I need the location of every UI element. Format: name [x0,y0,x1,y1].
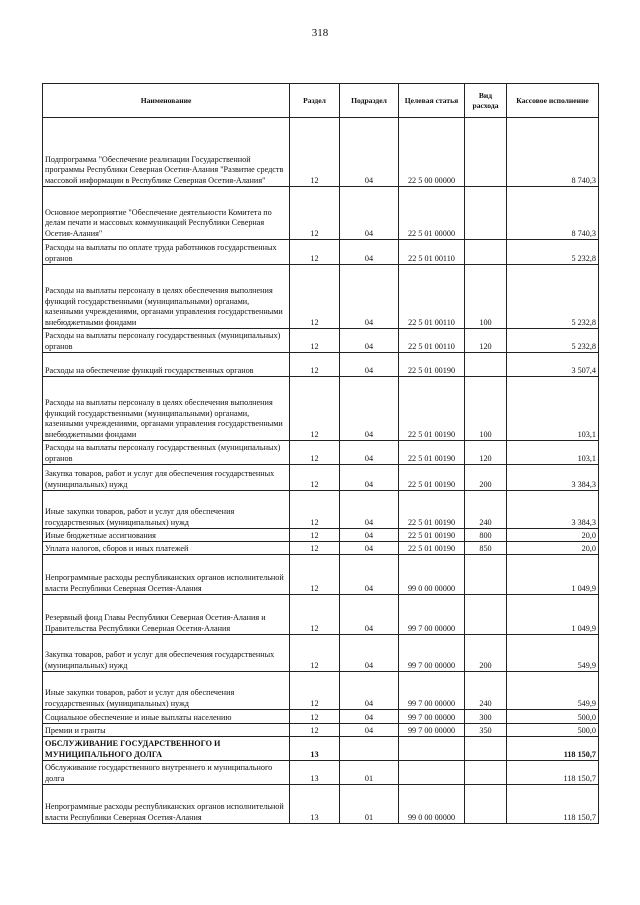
cell-amount: 8 740,3 [507,118,599,187]
cell-name: Премии и гранты [43,724,290,737]
cell-subsection: 04 [340,710,399,724]
table-row [43,187,599,240]
cell-subsection: 04 [340,329,399,353]
cell-kind: 200 [465,465,507,491]
table-row [43,595,599,635]
cell-target: 99 7 00 00000 [399,595,465,635]
cell-target: 22 5 01 00110 [399,329,465,353]
header-subsection: Подраздел [340,84,399,118]
budget-execution-table [42,83,599,824]
cell-amount: 20,0 [507,529,599,542]
cell-subsection: 04 [340,595,399,635]
cell-amount: 8 740,3 [507,187,599,240]
cell-subsection: 04 [340,529,399,542]
table-row [43,710,599,724]
cell-amount: 103,1 [507,377,599,441]
cell-subsection: 04 [340,240,399,265]
cell-name: Непрограммные расходы республиканских органов исполнительной власти Республики Северная Осетия-Алания [43,555,290,595]
header-target: Целевая статья [399,84,465,118]
cell-name: Расходы на выплаты персоналу государственных (муниципальных) органов [43,329,290,353]
table-row [43,724,599,737]
cell-subsection: 04 [340,353,399,377]
cell-subsection: 04 [340,465,399,491]
table-row [43,672,599,710]
cell-target: 22 5 01 00190 [399,465,465,491]
cell-section: 12 [290,724,340,737]
table-row [43,761,599,785]
cell-name: Уплата налогов, сборов и иных платежей [43,542,290,555]
cell-section: 13 [290,761,340,785]
cell-section: 12 [290,542,340,555]
cell-subsection: 04 [340,265,399,329]
cell-kind: 850 [465,542,507,555]
table-row [43,635,599,672]
cell-name: Обслуживание государственного внутреннего и муниципального долга [43,761,290,785]
table-body [43,118,599,824]
cell-name: Иные бюджетные ассигнования [43,529,290,542]
cell-target: 22 5 01 00110 [399,265,465,329]
cell-target: 22 5 01 00190 [399,491,465,529]
cell-name: Непрограммные расходы республиканских органов исполнительной власти Республики Северная Осетия-Алания [43,785,290,824]
cell-subsection: 04 [340,491,399,529]
cell-target [399,761,465,785]
cell-kind: 300 [465,710,507,724]
table-header-row [43,84,599,118]
cell-section: 12 [290,672,340,710]
cell-amount: 3 384,3 [507,465,599,491]
cell-kind [465,595,507,635]
cell-subsection: 04 [340,555,399,595]
cell-kind [465,555,507,595]
cell-subsection: 04 [340,724,399,737]
cell-section: 12 [290,118,340,187]
cell-subsection: 04 [340,635,399,672]
cell-amount: 118 150,7 [507,761,599,785]
cell-amount: 3 384,3 [507,491,599,529]
header-kind: Вид расхода [465,84,507,118]
table-row [43,265,599,329]
cell-amount: 5 232,8 [507,329,599,353]
cell-name: Иные закупки товаров, работ и услуг для обеспечения государственных (муниципальных) нужд [43,672,290,710]
table-row [43,542,599,555]
header-section: Раздел [290,84,340,118]
cell-section: 12 [290,595,340,635]
cell-target: 99 0 00 00000 [399,785,465,824]
cell-kind: 240 [465,672,507,710]
cell-target [399,737,465,761]
table-row [43,555,599,595]
cell-name: Социальное обеспечение и иные выплаты населению [43,710,290,724]
table-row [43,737,599,761]
cell-section: 13 [290,737,340,761]
cell-kind: 350 [465,724,507,737]
table-row [43,377,599,441]
table-row [43,240,599,265]
cell-kind: 120 [465,441,507,465]
cell-target: 22 5 01 00190 [399,441,465,465]
cell-section: 12 [290,265,340,329]
page-number: 318 [311,27,329,39]
cell-section: 12 [290,441,340,465]
cell-name: Расходы на выплаты персоналу государственных (муниципальных) органов [43,441,290,465]
cell-amount: 1 049,9 [507,595,599,635]
cell-target: 22 5 01 00190 [399,529,465,542]
table-row [43,785,599,824]
cell-amount: 5 232,8 [507,265,599,329]
cell-target: 22 5 01 00190 [399,542,465,555]
cell-subsection: 04 [340,377,399,441]
cell-target: 99 7 00 00000 [399,710,465,724]
table-row [43,118,599,187]
cell-subsection: 04 [340,672,399,710]
cell-name: Расходы на обеспечение функций государственных органов [43,353,290,377]
cell-kind: 100 [465,265,507,329]
cell-amount: 549,9 [507,635,599,672]
cell-amount: 103,1 [507,441,599,465]
cell-amount: 118 150,7 [507,737,599,761]
cell-amount: 118 150,7 [507,785,599,824]
cell-kind: 100 [465,377,507,441]
header-name: Наименование [43,84,290,118]
cell-name: ОБСЛУЖИВАНИЕ ГОСУДАРСТВЕННОГО И МУНИЦИПАЛЬНОГО ДОЛГА [43,737,290,761]
cell-target: 22 5 01 00190 [399,377,465,441]
cell-amount: 500,0 [507,724,599,737]
cell-kind: 120 [465,329,507,353]
cell-kind: 800 [465,529,507,542]
cell-name: Иные закупки товаров, работ и услуг для обеспечения государственных (муниципальных) нужд [43,491,290,529]
table-row [43,441,599,465]
cell-subsection: 01 [340,761,399,785]
cell-section: 12 [290,710,340,724]
cell-section: 12 [290,240,340,265]
table-row [43,353,599,377]
header-amount: Кассовое исполнение [507,84,599,118]
table-row [43,491,599,529]
cell-amount: 20,0 [507,542,599,555]
cell-section: 12 [290,465,340,491]
cell-kind [465,737,507,761]
cell-subsection: 01 [340,785,399,824]
cell-kind [465,118,507,187]
cell-subsection: 04 [340,187,399,240]
cell-amount: 500,0 [507,710,599,724]
cell-subsection [340,737,399,761]
cell-subsection: 04 [340,118,399,187]
cell-section: 12 [290,329,340,353]
cell-name: Закупка товаров, работ и услуг для обеспечения государственных (муниципальных) нужд [43,635,290,672]
cell-amount: 1 049,9 [507,555,599,595]
table-row [43,529,599,542]
cell-section: 12 [290,353,340,377]
cell-section: 12 [290,187,340,240]
cell-name: Расходы на выплаты персоналу в целях обеспечения выполнения функций государственными (муниципальными) органами, казенными учреждениями, органами управления государственными внебюджетными фондами [43,377,290,441]
cell-name: Расходы на выплаты персоналу в целях обеспечения выполнения функций государственными (муниципальными) органами, казенными учреждениями, органами управления государственными внебюджетными фондами [43,265,290,329]
cell-name: Расходы на выплаты по оплате труда работников государственных органов [43,240,290,265]
cell-name: Резервный фонд Главы Республики Северная Осетия-Алания и Правительства Республики Северная Осетия-Алания [43,595,290,635]
cell-section: 12 [290,529,340,542]
cell-target: 99 7 00 00000 [399,672,465,710]
cell-subsection: 04 [340,542,399,555]
cell-target: 22 5 00 00000 [399,118,465,187]
cell-kind [465,353,507,377]
cell-section: 13 [290,785,340,824]
cell-section: 12 [290,377,340,441]
cell-target: 99 7 00 00000 [399,724,465,737]
cell-amount: 5 232,8 [507,240,599,265]
cell-target: 22 5 01 00190 [399,353,465,377]
cell-kind [465,761,507,785]
cell-kind: 200 [465,635,507,672]
cell-amount: 549,9 [507,672,599,710]
cell-name: Закупка товаров, работ и услуг для обеспечения государственных (муниципальных) нужд [43,465,290,491]
cell-target: 99 0 00 00000 [399,555,465,595]
cell-section: 12 [290,635,340,672]
cell-target: 99 7 00 00000 [399,635,465,672]
table-row [43,465,599,491]
cell-amount: 3 507,4 [507,353,599,377]
cell-section: 12 [290,555,340,595]
cell-name: Основное мероприятие "Обеспечение деятельности Комитета по делам печати и массовых коммуникаций Республики Северная Осетия-Алания" [43,187,290,240]
cell-name: Подпрограмма "Обеспечение реализации Государственной программы Республики Северная Осетия-Алания "Развитие средств массовой информации в Республике Северная Осетия-Алания" [43,118,290,187]
cell-section: 12 [290,491,340,529]
cell-kind: 240 [465,491,507,529]
cell-kind [465,187,507,240]
cell-target: 22 5 01 00110 [399,240,465,265]
cell-target: 22 5 01 00000 [399,187,465,240]
cell-kind [465,785,507,824]
cell-subsection: 04 [340,441,399,465]
table-row [43,329,599,353]
cell-kind [465,240,507,265]
